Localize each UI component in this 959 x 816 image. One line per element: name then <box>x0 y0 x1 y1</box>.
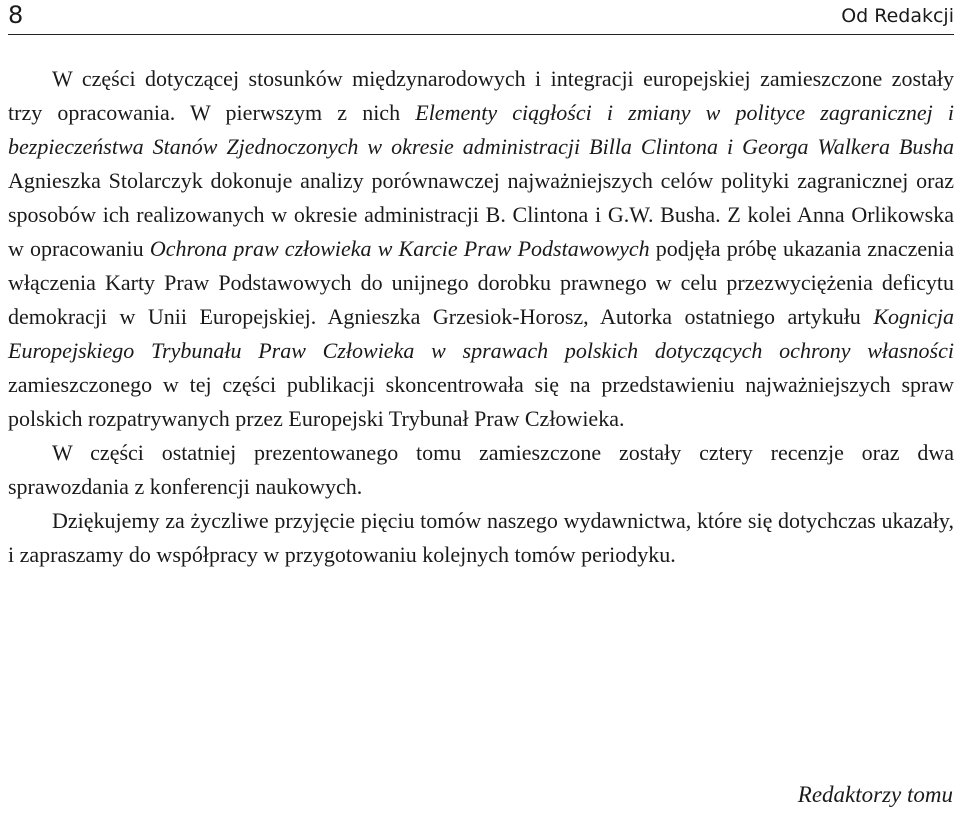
running-head: Od Redakcji <box>841 5 954 27</box>
paragraph-2: W części ostatniej prezentowanego tomu zamieszczone zostały cztery recenzje oraz dwa sprawozdania z konferencji naukowych. <box>8 440 954 499</box>
page-number: 8 <box>8 1 24 29</box>
paragraph-1 <box>8 62 954 436</box>
body-text <box>8 62 954 572</box>
article-title-2: Ochrona praw człowieka w Karcie Praw Podstawowych <box>149 236 650 261</box>
paragraph-1-text-b: Agnieszka Stolarczyk dokonuje analizy porównawczej najważniejszych celów polityki zagranicznej oraz sposobów ich realizowanych w okresie administracji B. Clintona i G.W. Busha. Z kolei Anna Orlikowska w opracowaniu <box>8 168 954 261</box>
page-header <box>8 0 954 35</box>
paragraph-1-text-a: W części dotyczącej stosunków międzynarodowych i integracji europejskiej zamieszczone zostały trzy opracowania. W pierwszym z nich <box>8 66 954 125</box>
article-title-1: Elementy ciągłości i zmiany w polityce zagranicznej i bezpieczeństwa Stanów Zjednoczonych w okresie administracji Billa Clintona i Georga Walkera Busha <box>8 100 954 159</box>
paragraph-1-text-d: zamieszczonego w tej części publikacji skoncentrowała się na przedstawieniu najważniejszych spraw polskich rozpatrywanych przez Europejski Trybunał Praw Człowieka. <box>8 372 954 431</box>
signature: Redaktorzy tomu <box>797 782 953 807</box>
paragraph-1-text-c: podjęła próbę ukazania znaczenia włączenia Karty Praw Podstawowych do unijnego dorobku prawnego w celu przezwyciężenia deficytu demokracji w Unii Europejskiej. Agnieszka Grzesiok-Horosz, Autorka ostatniego artykułu <box>8 236 954 329</box>
article-title-3: Kognicja Europejskiego Trybunału Praw Człowieka w sprawach polskich dotyczących ochrony własności <box>8 304 954 363</box>
paragraph-3: Dziękujemy za życzliwe przyjęcie pięciu tomów naszego wydawnictwa, które się dotychczas ukazały, i zapraszamy do współpracy w przygotowaniu kolejnych tomów periodyku. <box>8 508 954 567</box>
